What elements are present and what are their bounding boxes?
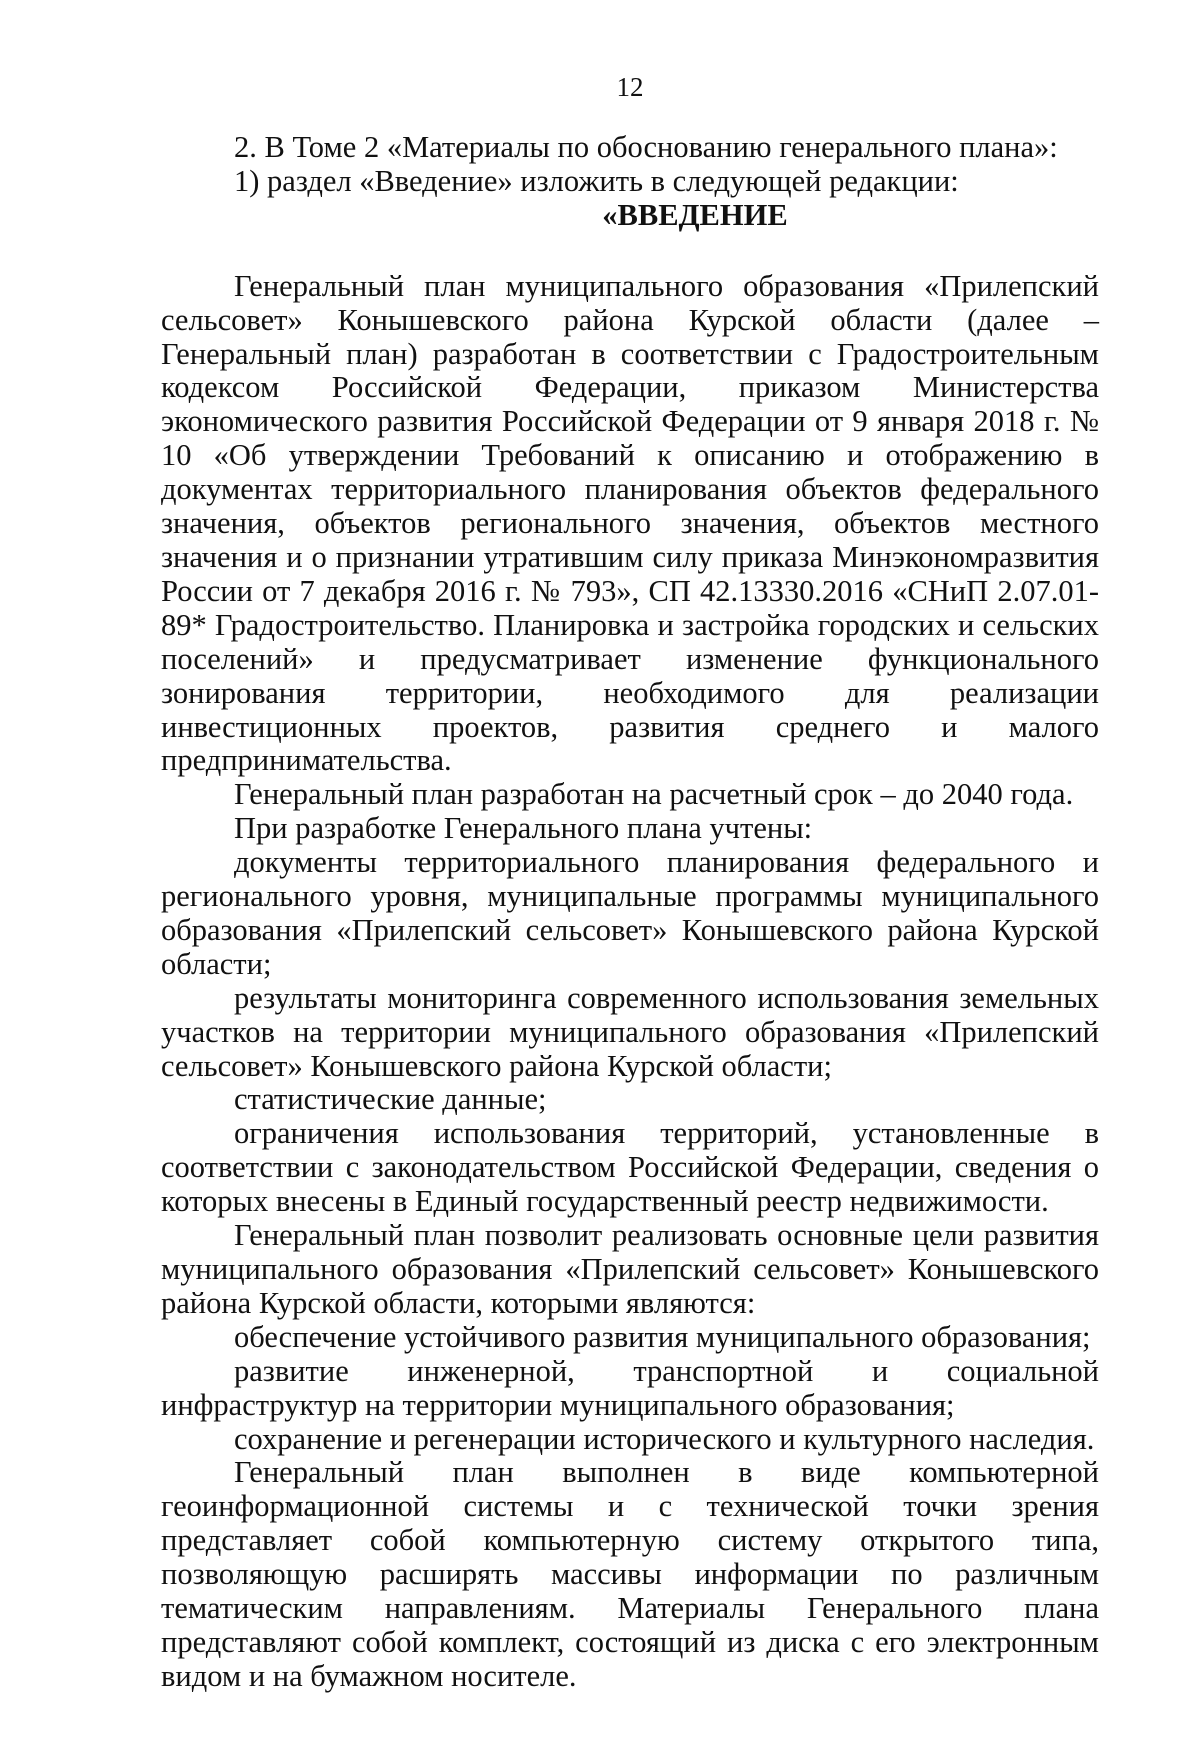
paragraph-list-documents: документы территориального планирования федерального и регионального уровня, муниципальные программы муниципального образования «Прилепский сельсовет» Конышевского района Курской области; <box>161 845 1099 981</box>
amendment-item-1: 2. В Томе 2 «Материалы по обоснованию генерального плана»: <box>234 130 1058 164</box>
paragraph-term: Генеральный план разработан на расчетный срок – до 2040 года. <box>234 777 1074 812</box>
paragraph-list-monitoring: результаты мониторинга современного использования земельных участков на территории муниципального образования «Прилепский сельсовет» Конышевского района Курской области; <box>161 980 1099 1083</box>
paragraph-gis: Генеральный план выполнен в виде компьютерной геоинформационной системы и с технической точки зрения представляет собой компьютерную систему открытого типа, позволяющую расширять массивы информации по различным тематическим направлениям. Материалы Генерального плана представляют собой комплект, состоящий из диска с его электронным видом и на бумажном носителе. <box>161 1455 1099 1693</box>
page-number: 12 <box>616 72 644 102</box>
paragraph-list-statistics: статистические данные; <box>234 1082 547 1117</box>
section-heading: «ВВЕДЕНИЕ <box>602 197 788 232</box>
amendment-item-2: 1) раздел «Введение» изложить в следующей редакции: <box>234 163 959 198</box>
paragraph-considered: При разработке Генерального плана учтены: <box>234 811 813 846</box>
paragraph-list-restrictions: ограничения использования территорий, установленные в соответствии с законодательством Российской Федерации, сведения о которых внесены в Единый государственный реестр недвижимости. <box>161 1116 1099 1219</box>
paragraph-goals: Генеральный план позволит реализовать основные цели развития муниципального образования «Прилепский сельсовет» Конышевского района Курской области, которыми являются: <box>161 1218 1099 1320</box>
document-body <box>161 131 1099 1694</box>
paragraph-goal-heritage: сохранение и регенерации исторического и культурного наследия. <box>234 1421 1095 1456</box>
paragraph-goal-sustainable: обеспечение устойчивого развития муниципального образования; <box>234 1319 1091 1354</box>
paragraph-goal-infrastructure: развитие инженерной, транспортной и социальной инфраструктур на территории муниципального образования; <box>161 1353 1099 1422</box>
paragraph-intro: Генеральный план муниципального образования «Прилепский сельсовет» Конышевского района Курской области (далее – Генеральный план) разработан в соответствии с Градостроительным кодексом Российской Федерации, приказом Министерства экономического развития Российской Федерации от 9 января 2018 г. № 10 «Об утверждении Требований к описанию и отображению в документах территориального планирования объектов федерального значения, объектов регионального значения, объектов местного значения и о признании утратившим силу приказа Минэкономразвития России от 7 декабря 2016 г. № 793», СП 42.13330.2016 «СНиП 2.07.01-89* Градостроительство. Планировка и застройка городских и сельских поселений» и предусматривает изменение функционального зонирования территории, необходимого для реализации инвестиционных проектов, развития среднего и малого предпринимательства. <box>161 268 1099 778</box>
spacer <box>161 233 1099 270</box>
